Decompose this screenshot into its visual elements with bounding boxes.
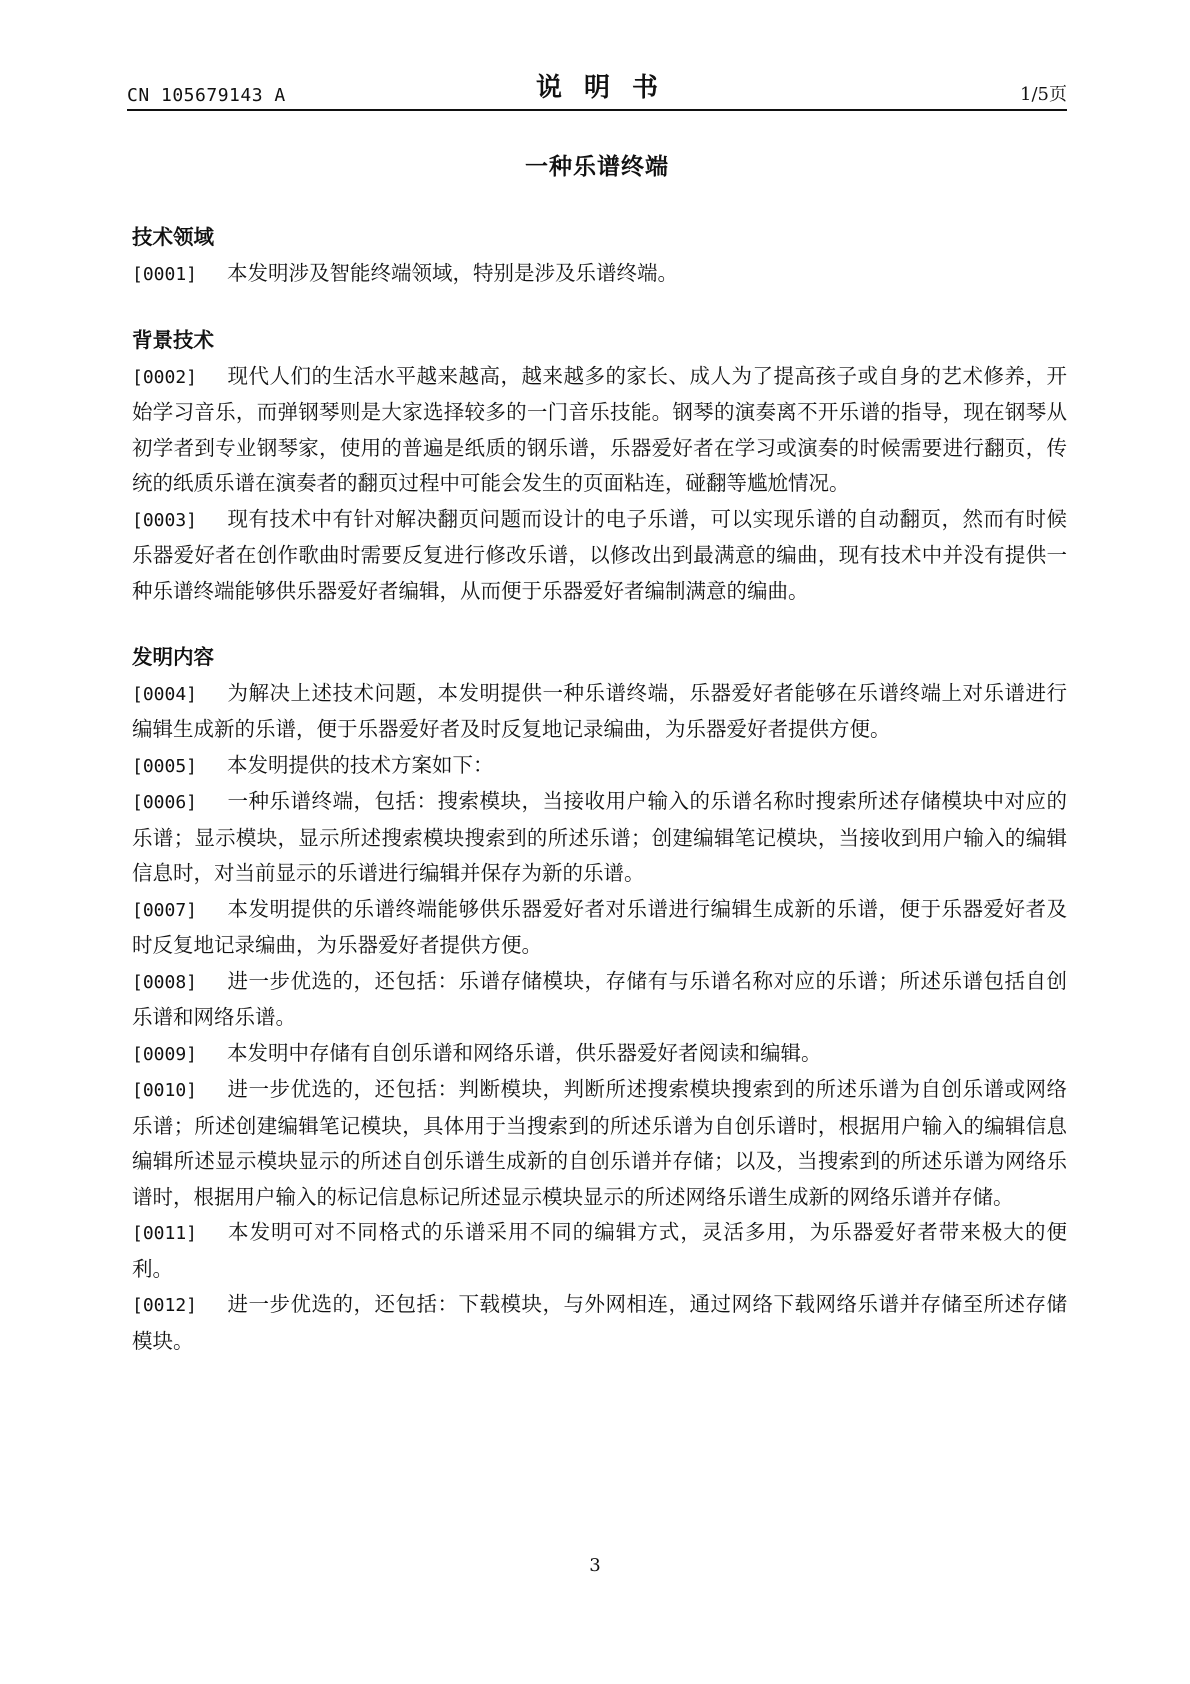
- paragraph-number: [0010]: [132, 1080, 198, 1101]
- page-header: [127, 62, 1067, 114]
- section-heading: 发明内容: [132, 645, 214, 669]
- section-background: [132, 323, 1067, 609]
- paragraph-text: 为解决上述技术问题，本发明提供一种乐谱终端，乐器爱好者能够在乐谱终端上对乐谱进行编辑生成新的乐谱，便于乐器爱好者及时反复地记录编曲，为乐器爱好者提供方便。: [132, 680, 1067, 741]
- paragraph-number: [0007]: [132, 899, 198, 921]
- page-number: 3: [589, 1555, 601, 1576]
- paragraph-number: [0005]: [132, 755, 198, 777]
- paragraph: [132, 892, 1067, 964]
- paragraph-text: 本发明提供的乐谱终端能够供乐器爱好者对乐谱进行编辑生成新的乐谱，便于乐器爱好者及时反复地记录编曲，为乐器爱好者提供方便。: [132, 896, 1067, 957]
- paragraph: [132, 1072, 1067, 1215]
- section-heading: 背景技术: [132, 328, 214, 352]
- document-title: 一种乐谱终端: [525, 154, 669, 180]
- paragraph-number: [0009]: [132, 1043, 198, 1065]
- paragraph-text: 现代人们的生活水平越来越高，越来越多的家长、成人为了提高孩子或自身的艺术修养，开始学习音乐，而弹钢琴则是大家选择较多的一门音乐技能。钢琴的演奏离不开乐谱的指导，现在钢琴从初学者到专业钢琴家，使用的普遍是纸质的钢乐谱，乐器爱好者在学习或演奏的时候需要进行翻页，传统的纸质乐谱在演奏者的翻页过程中可能会发生的页面粘连，碰翻等尴尬情况。: [132, 363, 1067, 495]
- paragraph-text: 进一步优选的，还包括：乐谱存储模块，存储有与乐谱名称对应的乐谱；所述乐谱包括自创乐谱和网络乐谱。: [132, 968, 1067, 1029]
- paragraph-number: [0011]: [132, 1223, 198, 1244]
- paragraph-number: [0003]: [132, 509, 198, 531]
- paragraph-number: [0008]: [132, 971, 198, 993]
- section-technical-field: [132, 220, 1067, 292]
- section-summary: [132, 640, 1067, 1359]
- paragraph: [132, 964, 1067, 1036]
- paragraph: [132, 784, 1067, 892]
- paragraph: [132, 1215, 1067, 1287]
- paragraph: [132, 676, 1067, 748]
- paragraph-text: 本发明中存储有自创乐谱和网络乐谱，供乐器爱好者阅读和编辑。: [227, 1040, 822, 1065]
- header-divider: [127, 109, 1067, 111]
- paragraph: [132, 1287, 1067, 1359]
- paragraph: [132, 502, 1067, 610]
- paragraph-number: [0004]: [132, 683, 198, 705]
- paragraph-number: [0012]: [132, 1295, 198, 1316]
- section-heading: 技术领域: [132, 225, 214, 249]
- document-number: CN 105679143 A: [127, 85, 286, 106]
- page-count: 1/5页: [1020, 84, 1067, 105]
- paragraph: [132, 1036, 1067, 1073]
- paragraph-number: [0006]: [132, 792, 198, 813]
- paragraph: [132, 256, 1067, 293]
- header-title: 说明书: [535, 73, 680, 103]
- paragraph-text: 现有技术中有针对解决翻页问题而设计的电子乐谱，可以实现乐谱的自动翻页，然而有时候乐器爱好者在创作歌曲时需要反复进行修改乐谱，以修改出到最满意的编曲，现有技术中并没有提供一种乐谱终端能够供乐器爱好者编辑，从而便于乐器爱好者编制满意的编曲。: [132, 506, 1067, 603]
- paragraph: [132, 748, 1067, 785]
- paragraph-text: 本发明可对不同格式的乐谱采用不同的编辑方式，灵活多用，为乐器爱好者带来极大的便利。: [132, 1220, 1067, 1281]
- paragraph: [132, 359, 1067, 502]
- paragraph-text: 一种乐谱终端，包括：搜索模块，当接收用户输入的乐谱名称时搜索所述存储模块中对应的乐谱；显示模块，显示所述搜索模块搜索到的所述乐谱；创建编辑笔记模块，当接收到用户输入的编辑信息时，对当前显示的乐谱进行编辑并保存为新的乐谱。: [132, 789, 1067, 885]
- paragraph-text: 本发明涉及智能终端领域，特别是涉及乐谱终端。: [227, 260, 678, 285]
- paragraph-text: 本发明提供的技术方案如下：: [227, 752, 494, 777]
- paragraph-text: 进一步优选的，还包括：下载模块，与外网相连，通过网络下载网络乐谱并存储至所述存储模块。: [132, 1292, 1067, 1353]
- paragraph-text: 进一步优选的，还包括：判断模块，判断所述搜索模块搜索到的所述乐谱为自创乐谱或网络乐谱；所述创建编辑笔记模块，具体用于当搜索到的所述乐谱为自创乐谱时，根据用户输入的编辑信息编辑所述显示模块显示的所述自创乐谱生成新的自创乐谱并存储；以及，当搜索到的所述乐谱为网络乐谱时，根据用户输入的标记信息标记所述显示模块显示的所述网络乐谱生成新的网络乐谱并存储。: [132, 1077, 1067, 1209]
- paragraph-number: [0001]: [132, 263, 198, 285]
- paragraph-number: [0002]: [132, 366, 198, 388]
- document-body: [132, 220, 1067, 1390]
